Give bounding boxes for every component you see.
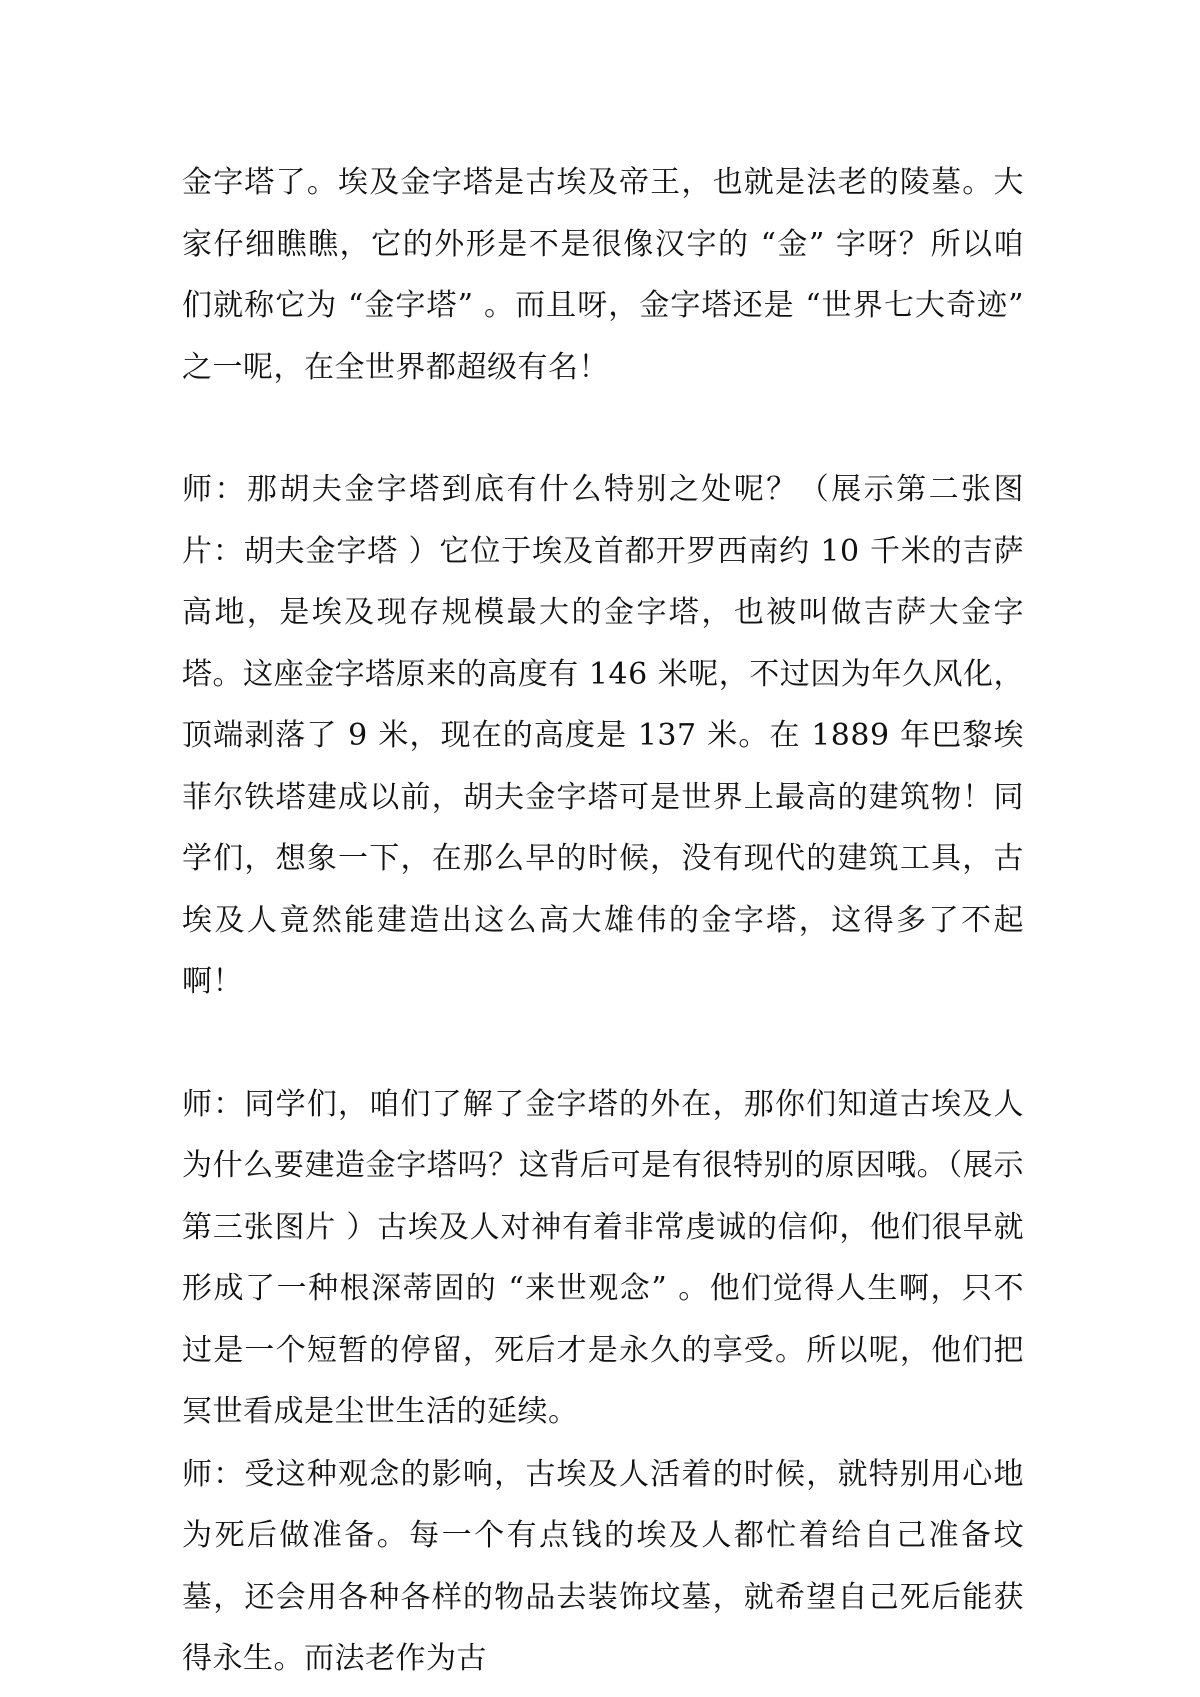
paragraph-spacer [182, 398, 1024, 459]
paragraph-pyramid-intro: 金字塔了。埃及金字塔是古埃及帝王，也就是法老的陵墓。大家仔细瞧瞧，它的外形是不是很像汉字的 “金” 字呀？所以咱们就称它为 “金字塔” 。而且呀，金字塔还是 “世界七大奇迹” 之一呢，在全世界都超级有名！ [182, 165, 1024, 385]
paragraph-spacer [182, 1013, 1024, 1074]
paragraph-tomb-preparation: 师：受这种观念的影响，古埃及人活着的时候，就特别用心地为死后做准备。每一个有点钱的埃及人都忙着给自己准备坟墓，还会用各种各样的物品去装饰坟墓，就希望自己死后能获得永生。而法老作为古 [182, 1456, 1024, 1676]
paragraph-afterlife-belief: 师：同学们，咱们了解了金字塔的外在，那你们知道古埃及人为什么要建造金字塔吗？这背后可是有很特别的原因哦。（展示第三张图片 ）古埃及人对神有着非常虔诚的信仰，他们很早就形成了一种根深蒂固的 “来世观念” 。他们觉得人生啊，只不过是一个短暂的停留，死后才是永久的享受。所以呢，他们把冥世看成是尘世生活的延续。 [182, 1086, 1024, 1429]
paragraph-khufu-pyramid: 师：那胡夫金字塔到底有什么特别之处呢？（展示第二张图片：胡夫金字塔 ）它位于埃及首都开罗西南约 10 千米的吉萨高地，是埃及现存规模最大的金字塔，也被叫做吉萨大金字塔。这座金字塔原来的高度有 146 米呢，不过因为年久风化，顶端剥落了 9 米，现在的高度是 137 米。在 1889 年巴黎埃菲尔铁塔建成以前，胡夫金字塔可是世界上最高的建筑物！同学们，想象一下，在那么早的时候，没有现代的建筑工具，古埃及人竟然能建造出这么高大雄伟的金字塔，这得多了不起啊！ [182, 472, 1024, 999]
